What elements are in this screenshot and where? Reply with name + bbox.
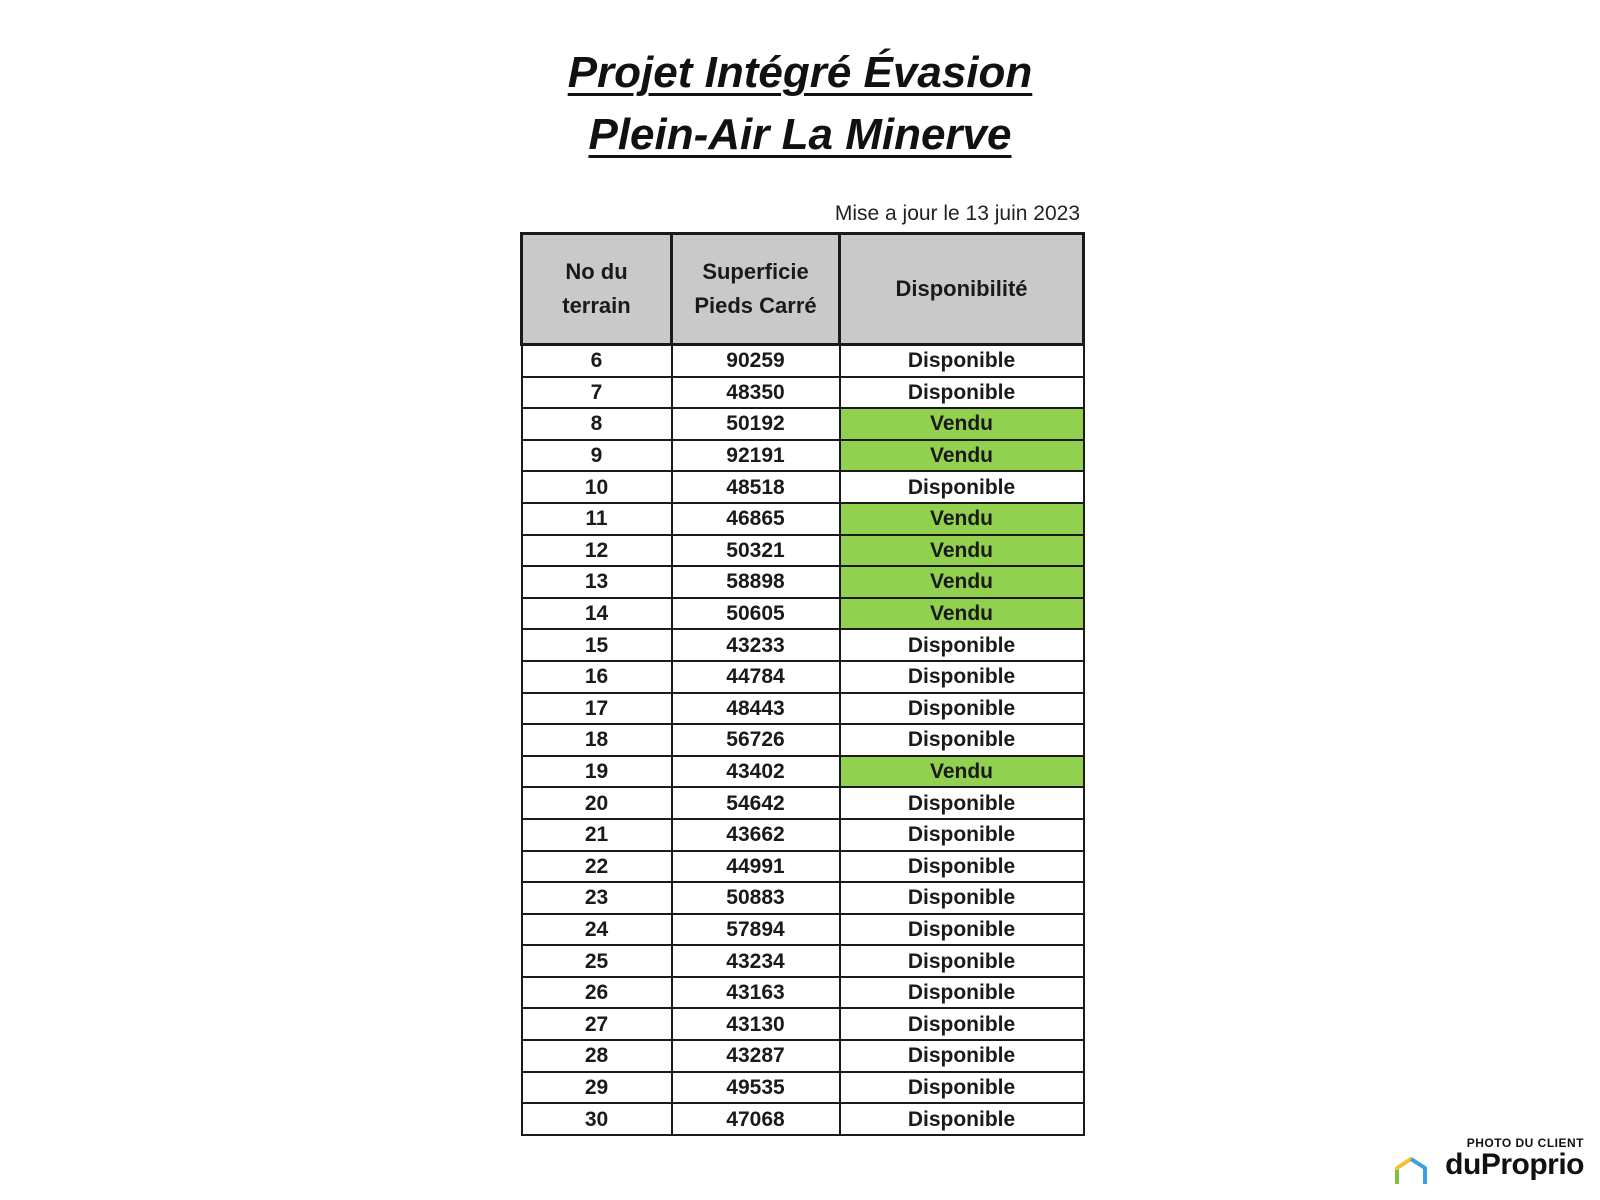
cell-status: Vendu <box>840 535 1084 567</box>
cell-lot-number: 10 <box>522 471 672 503</box>
table-row <box>522 693 1084 725</box>
cell-lot-number: 8 <box>522 408 672 440</box>
cell-status: Disponible <box>840 882 1084 914</box>
house-logo-icon <box>1394 1156 1428 1186</box>
cell-area: 43402 <box>672 756 840 788</box>
cell-lot-number: 9 <box>522 440 672 472</box>
cell-status: Disponible <box>840 724 1084 756</box>
table-row <box>522 661 1084 693</box>
title-line-2: Plein-Air La Minerve <box>588 110 1012 159</box>
cell-lot-number: 26 <box>522 977 672 1009</box>
table-row <box>522 629 1084 661</box>
cell-status: Vendu <box>840 408 1084 440</box>
table-row <box>522 882 1084 914</box>
cell-lot-number: 12 <box>522 535 672 567</box>
cell-lot-number: 20 <box>522 787 672 819</box>
cell-area: 92191 <box>672 440 840 472</box>
cell-status: Vendu <box>840 598 1084 630</box>
cell-area: 44991 <box>672 851 840 883</box>
table-header-row <box>522 234 1084 345</box>
cell-area: 43233 <box>672 629 840 661</box>
cell-status: Vendu <box>840 440 1084 472</box>
table-row <box>522 1040 1084 1072</box>
cell-lot-number: 22 <box>522 851 672 883</box>
cell-area: 54642 <box>672 787 840 819</box>
cell-lot-number: 25 <box>522 945 672 977</box>
cell-status: Vendu <box>840 503 1084 535</box>
cell-lot-number: 24 <box>522 914 672 946</box>
cell-area: 43234 <box>672 945 840 977</box>
watermark-brand: duProprio <box>1445 1148 1584 1181</box>
cell-area: 50883 <box>672 882 840 914</box>
cell-lot-number: 11 <box>522 503 672 535</box>
cell-area: 49535 <box>672 1072 840 1104</box>
table-row <box>522 440 1084 472</box>
cell-area: 48443 <box>672 693 840 725</box>
cell-area: 50321 <box>672 535 840 567</box>
cell-status: Disponible <box>840 914 1084 946</box>
cell-lot-number: 13 <box>522 566 672 598</box>
cell-status: Disponible <box>840 1072 1084 1104</box>
cell-area: 46865 <box>672 503 840 535</box>
table-row <box>522 471 1084 503</box>
cell-lot-number: 15 <box>522 629 672 661</box>
cell-lot-number: 28 <box>522 1040 672 1072</box>
cell-status: Disponible <box>840 693 1084 725</box>
cell-status: Disponible <box>840 377 1084 409</box>
cell-status: Disponible <box>840 1008 1084 1040</box>
cell-status: Disponible <box>840 945 1084 977</box>
table-row <box>522 756 1084 788</box>
cell-lot-number: 27 <box>522 1008 672 1040</box>
table-row <box>522 914 1084 946</box>
cell-area: 57894 <box>672 914 840 946</box>
cell-area: 43163 <box>672 977 840 1009</box>
cell-status: Disponible <box>840 471 1084 503</box>
header-area: Superficie Pieds Carré <box>672 234 840 345</box>
cell-area: 58898 <box>672 566 840 598</box>
cell-lot-number: 21 <box>522 819 672 851</box>
cell-area: 48350 <box>672 377 840 409</box>
document-title <box>0 42 1600 166</box>
cell-status: Disponible <box>840 819 1084 851</box>
table-row <box>522 408 1084 440</box>
table-row <box>522 1008 1084 1040</box>
title-line-1: Projet Intégré Évasion <box>567 48 1033 97</box>
cell-lot-number: 19 <box>522 756 672 788</box>
duproprio-watermark <box>1394 1136 1584 1188</box>
cell-status: Disponible <box>840 345 1084 377</box>
cell-area: 47068 <box>672 1103 840 1135</box>
cell-status: Disponible <box>840 1103 1084 1135</box>
cell-area: 50192 <box>672 408 840 440</box>
cell-status: Vendu <box>840 756 1084 788</box>
cell-status: Disponible <box>840 661 1084 693</box>
cell-status: Vendu <box>840 566 1084 598</box>
cell-lot-number: 6 <box>522 345 672 377</box>
cell-status: Disponible <box>840 851 1084 883</box>
cell-lot-number: 14 <box>522 598 672 630</box>
table-row <box>522 851 1084 883</box>
cell-lot-number: 17 <box>522 693 672 725</box>
table-row <box>522 819 1084 851</box>
cell-area: 90259 <box>672 345 840 377</box>
table-row <box>522 724 1084 756</box>
header-lot-number: No du terrain <box>522 234 672 345</box>
cell-status: Disponible <box>840 787 1084 819</box>
cell-lot-number: 29 <box>522 1072 672 1104</box>
cell-area: 43287 <box>672 1040 840 1072</box>
cell-status: Disponible <box>840 977 1084 1009</box>
table-row <box>522 598 1084 630</box>
table-row <box>522 345 1084 377</box>
table-row <box>522 945 1084 977</box>
table-row <box>522 566 1084 598</box>
cell-area: 50605 <box>672 598 840 630</box>
cell-lot-number: 30 <box>522 1103 672 1135</box>
update-date: Mise a jour le 13 juin 2023 <box>834 202 1080 225</box>
table-row <box>522 977 1084 1009</box>
cell-area: 48518 <box>672 471 840 503</box>
header-availability: Disponibilité <box>840 234 1084 345</box>
cell-area: 56726 <box>672 724 840 756</box>
cell-lot-number: 16 <box>522 661 672 693</box>
cell-lot-number: 18 <box>522 724 672 756</box>
table-row <box>522 503 1084 535</box>
table-row <box>522 1072 1084 1104</box>
table-row <box>522 787 1084 819</box>
cell-lot-number: 7 <box>522 377 672 409</box>
lots-table <box>520 232 1085 1136</box>
cell-area: 43130 <box>672 1008 840 1040</box>
table-row <box>522 1103 1084 1135</box>
cell-status: Disponible <box>840 1040 1084 1072</box>
cell-area: 43662 <box>672 819 840 851</box>
watermark-caption: PHOTO DU CLIENT <box>1466 1136 1584 1150</box>
table-row <box>522 535 1084 567</box>
table-row <box>522 377 1084 409</box>
cell-area: 44784 <box>672 661 840 693</box>
cell-status: Disponible <box>840 629 1084 661</box>
cell-lot-number: 23 <box>522 882 672 914</box>
table-body <box>522 345 1084 1135</box>
